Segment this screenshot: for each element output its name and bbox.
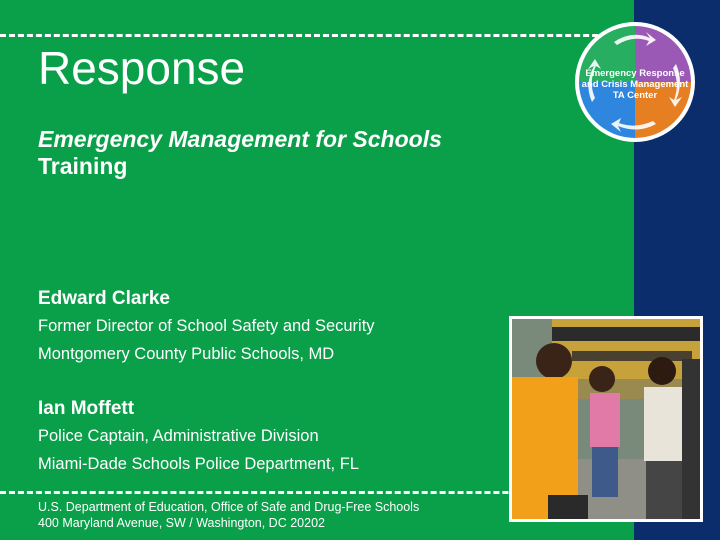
subtitle-plain: Training xyxy=(38,153,128,179)
slide-subtitle xyxy=(38,126,442,180)
footer-department: U.S. Department of Education, Office of Safe and Drug-Free Schools xyxy=(38,500,420,514)
logo-text-line2: and Crisis Management xyxy=(581,79,689,90)
slide-title: Response xyxy=(38,42,246,94)
presenter-role: Former Director of School Safety and Security xyxy=(38,317,375,335)
presenter-organization: Montgomery County Public Schools, MD xyxy=(38,345,335,363)
footer-street-address: 400 Maryland Avenue, SW / Washington, DC 20202 xyxy=(38,516,325,530)
students-bus-photo xyxy=(509,316,703,522)
footer-address xyxy=(38,499,419,531)
presenter-organization: Miami-Dade Schools Police Department, FL xyxy=(38,455,359,473)
subtitle-italic: Emergency Management for Schools xyxy=(38,126,442,152)
top-dashed-divider xyxy=(0,34,634,37)
presenter-edward-clarke xyxy=(38,286,375,368)
presenter-ian-moffett xyxy=(38,396,359,478)
presenter-name: Edward Clarke xyxy=(38,288,170,309)
photo-illustration xyxy=(512,319,700,519)
logo-text-line3: TA Center xyxy=(612,90,658,101)
presenter-name: Ian Moffett xyxy=(38,398,135,419)
circular-arrows-logo-icon xyxy=(572,20,698,144)
logo-text-line1: Emergency Response xyxy=(585,68,685,79)
presenter-role: Police Captain, Administrative Division xyxy=(38,427,319,445)
